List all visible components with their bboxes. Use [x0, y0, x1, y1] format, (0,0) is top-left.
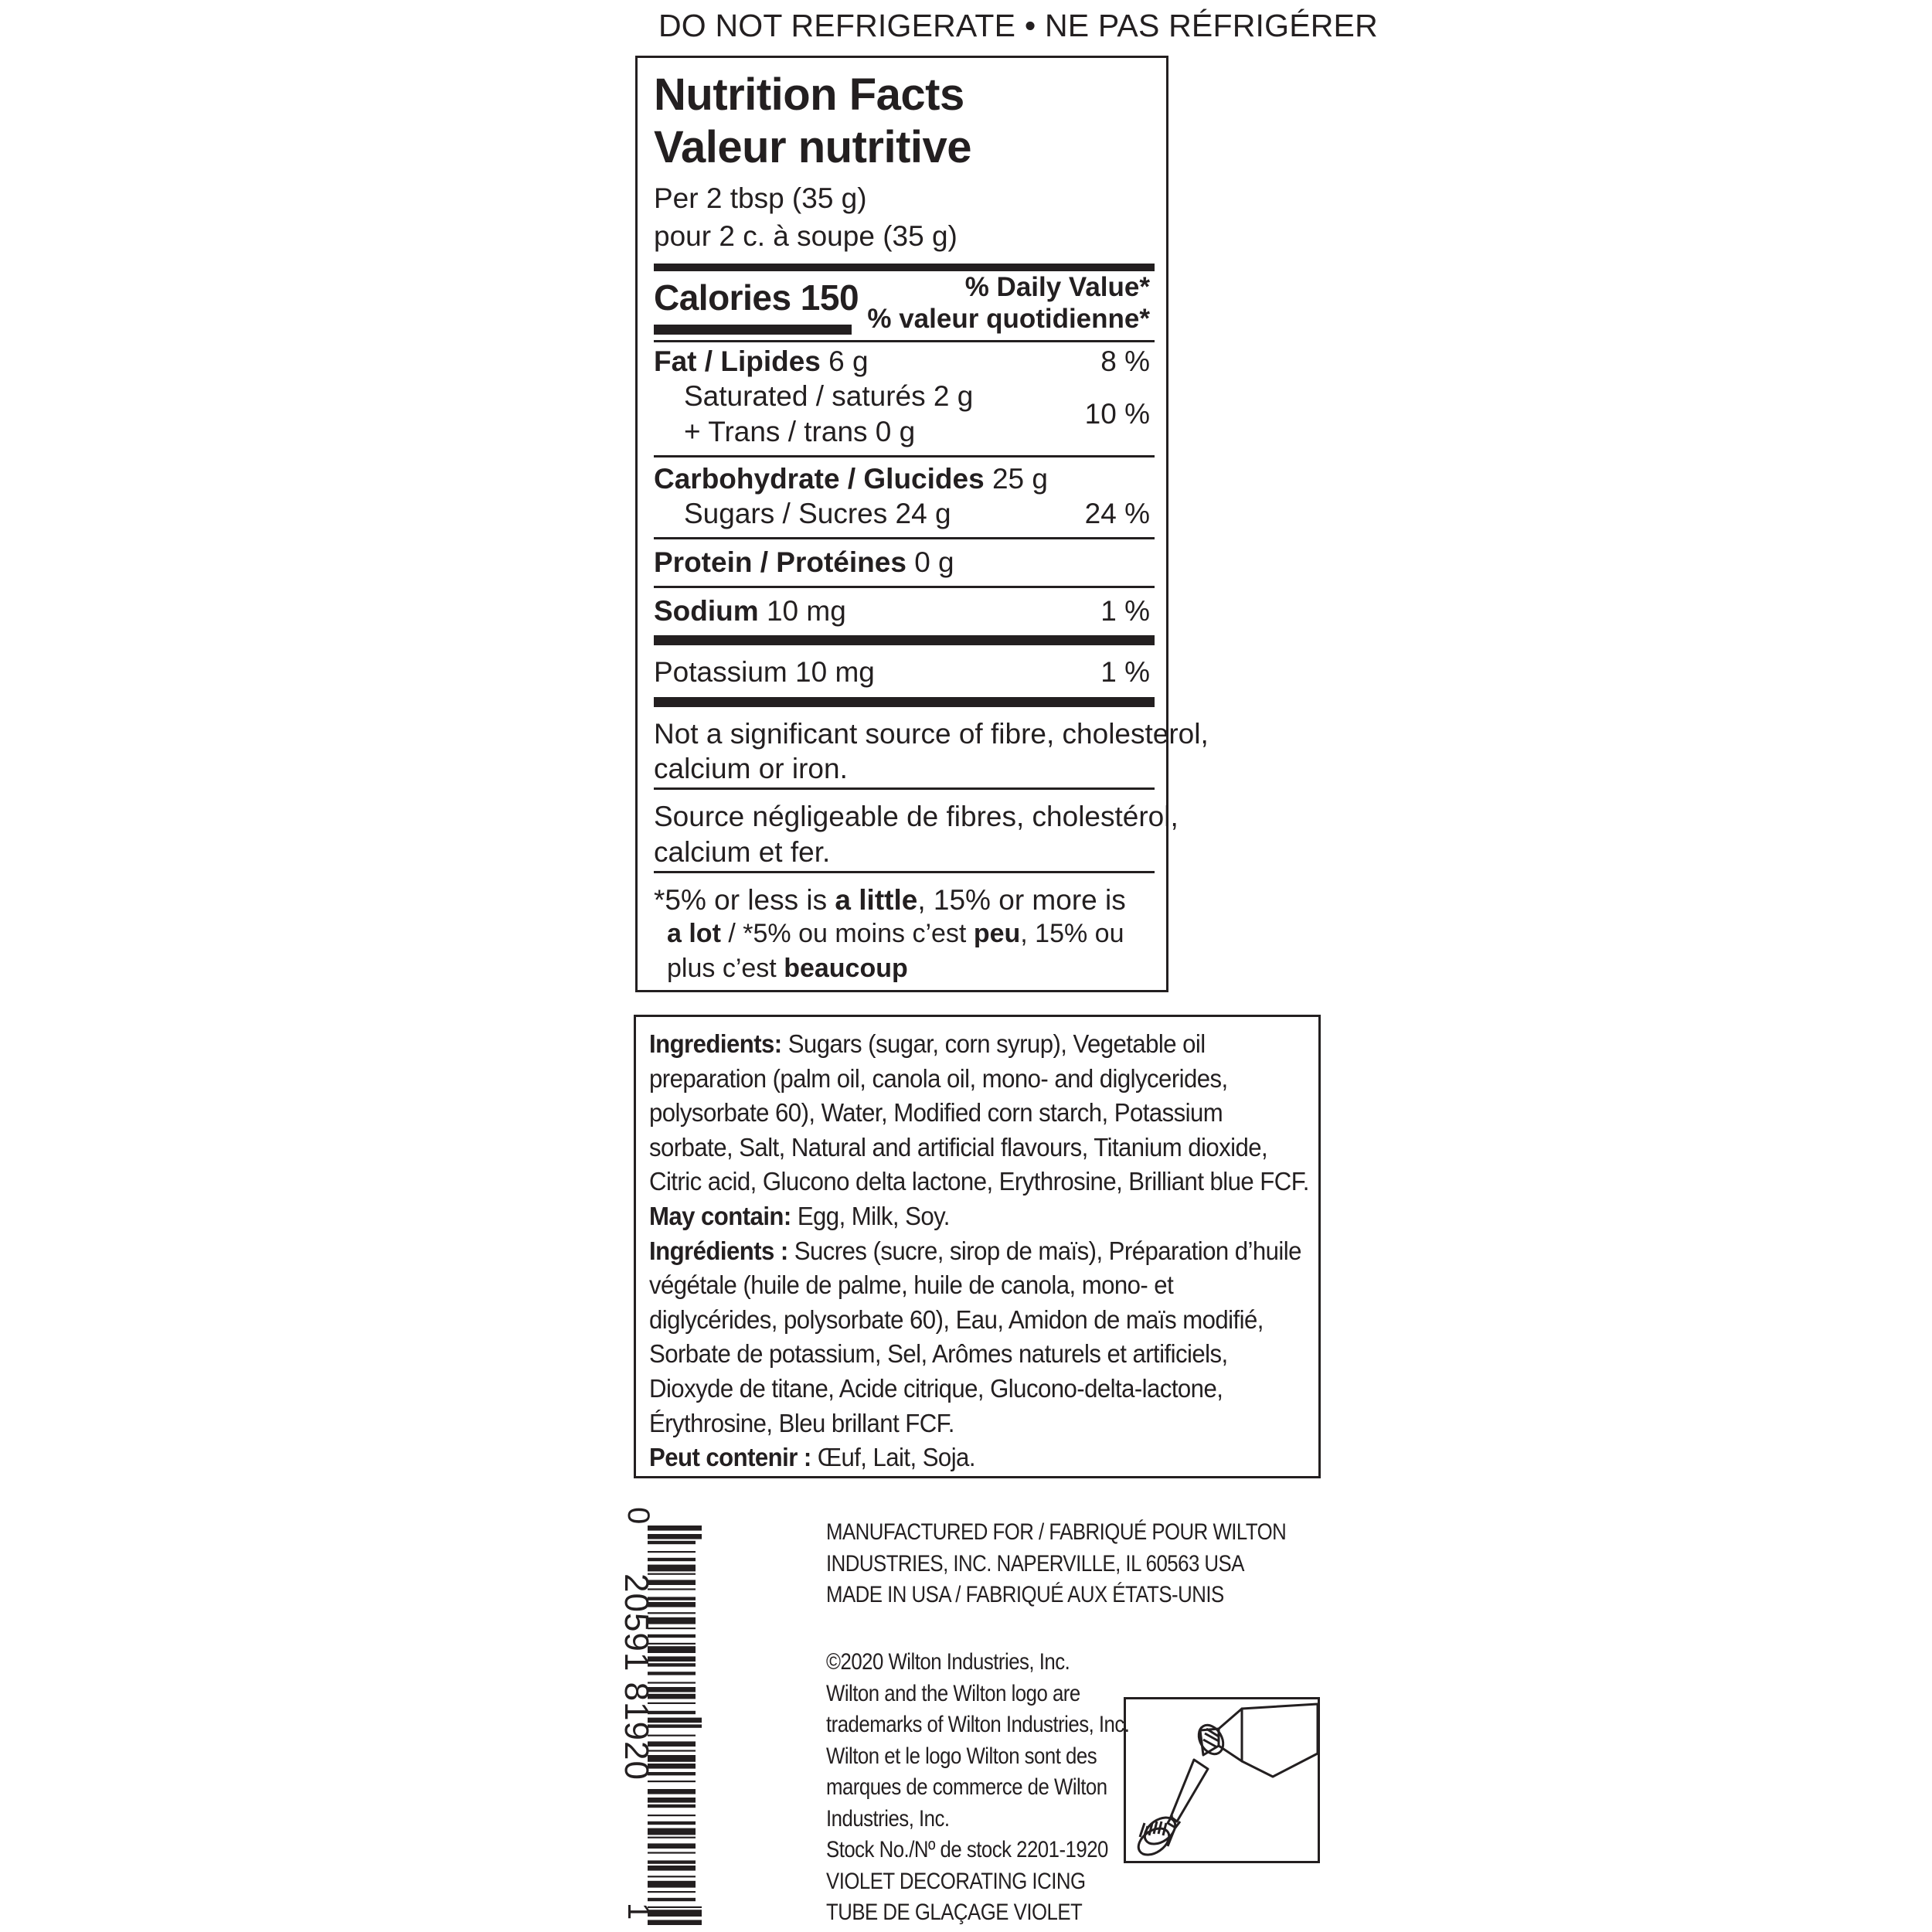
trademark-fr-line-3: Industries, Inc. — [826, 1805, 950, 1832]
sat-trans-dv: 10 % — [1084, 398, 1150, 430]
sodium-amount: 10 mg — [766, 595, 846, 627]
saturated-row: Saturated / saturés 2 g — [684, 380, 974, 412]
not-significant-fr-2: calcium et fer. — [654, 836, 831, 868]
ingredients-panel — [634, 1015, 1321, 1478]
serving-size-en: Per 2 tbsp (35 g) — [654, 182, 867, 214]
daily-value-en: % Daily Value* — [964, 272, 1150, 302]
ingredients-fr-line-1 — [649, 1235, 1301, 1270]
ingredients-fr-line-2: végétale (huile de palme, huile de canola, mono- et — [649, 1271, 1174, 1301]
thin-rule — [654, 455, 1155, 457]
ingredients-fr-line-3: diglycérides, polysorbate 60), Eau, Amidon de maïs modifié, — [649, 1305, 1264, 1335]
protein-amount: 0 g — [914, 546, 954, 578]
not-significant-en-2: calcium or iron. — [654, 753, 848, 784]
manufacturer-line-3: MADE IN USA / FABRIQUÉ AUX ÉTATS-UNIS — [826, 1582, 1224, 1607]
nutrition-title-fr: Valeur nutritive — [654, 122, 972, 172]
barcode-bar — [648, 1724, 702, 1727]
barcode-number: 20591 81920 — [617, 1573, 655, 1781]
fn-text: / *5% ou moins c’est — [720, 919, 974, 948]
fn-bold: a little — [835, 884, 918, 916]
copyright: ©2020 Wilton Industries, Inc. — [826, 1649, 1070, 1675]
nutrition-title-en: Nutrition Facts — [654, 70, 964, 120]
serving-size-fr: pour 2 c. à soupe (35 g) — [654, 220, 957, 252]
daily-value-fr: % valeur quotidienne* — [867, 304, 1150, 334]
peut-contenir-label: Peut contenir : — [649, 1444, 811, 1473]
barcode-bar — [648, 1920, 702, 1925]
carb-label: Carbohydrate / Glucides — [654, 463, 985, 495]
ingredients-en-line-5: Citric acid, Glucono delta lactone, Erythrosine, Brilliant blue FCF. — [649, 1168, 1309, 1197]
barcode-bar — [648, 1906, 702, 1908]
trademark-fr-line-1: Wilton et le logo Wilton sont des — [826, 1743, 1097, 1769]
ingredients-fr-line-5: Dioxyde de titane, Acide citrique, Glucono-delta-lactone, — [649, 1374, 1223, 1403]
may-contain-text: Egg, Milk, Soy. — [791, 1202, 950, 1231]
fn-text: , 15% or more is — [917, 884, 1126, 916]
barcode-bars — [648, 1515, 702, 1932]
ingredients-en-line-3: polysorbate 60), Water, Modified corn starch, Potassium — [649, 1099, 1223, 1128]
barcode-digits — [617, 1507, 655, 1932]
medium-rule — [654, 635, 1155, 645]
protein-label: Protein / Protéines — [654, 546, 906, 578]
carb-amount: 25 g — [992, 463, 1048, 495]
ingredients-en-line-1 — [649, 1028, 1261, 1063]
barcode-first-digit: 0 — [621, 1507, 655, 1525]
manufacturer-block — [826, 1517, 1361, 1611]
not-significant-fr-1: Source négligeable de fibres, cholestérol, — [654, 801, 1179, 832]
thin-rule — [654, 537, 1155, 539]
ingredients-text: Sugars (sugar, corn syrup), Vegetable oil — [781, 1030, 1206, 1059]
nutrition-facts-panel — [635, 56, 1209, 992]
potassium-row: Potassium 10 mg — [654, 656, 875, 688]
fat-row — [654, 347, 869, 376]
footnote-line-2 — [667, 920, 1124, 947]
calories-underline — [654, 325, 852, 335]
ingredients-fr-line-6: Érythrosine, Bleu brillant FCF. — [649, 1409, 954, 1438]
fn-text: plus c’est — [667, 954, 784, 983]
ingredients-fr-label: Ingrédients : — [649, 1236, 788, 1266]
may-contain-label: May contain: — [649, 1202, 791, 1231]
sugars-dv: 24 % — [1084, 498, 1150, 529]
trans-row: + Trans / trans 0 g — [684, 416, 916, 447]
protein-row — [654, 548, 954, 577]
thin-rule — [654, 340, 1155, 342]
stock-number: Stock No./Nº de stock 2201-1920 — [826, 1837, 1108, 1862]
sodium-row — [654, 597, 846, 625]
icing-tube-with-tip-icon — [1126, 1699, 1318, 1861]
product-name-fr: TUBE DE GLAÇAGE VIOLET — [826, 1900, 1083, 1925]
fn-bold: beaucoup — [784, 954, 908, 983]
ingredients-fr-line-4: Sorbate de potassium, Sel, Arômes naturels et artificiels, — [649, 1340, 1228, 1369]
icing-tube-illustration — [1124, 1697, 1320, 1863]
fat-dv: 8 % — [1100, 345, 1150, 377]
refrigeration-notice: DO NOT REFRIGERATE • NE PAS RÉFRIGÉRER — [658, 8, 1378, 43]
fat-label: Fat / Lipides — [654, 345, 821, 377]
thin-rule — [654, 787, 1155, 790]
may-contain — [649, 1200, 1261, 1235]
carbohydrate-row — [654, 464, 1048, 493]
fn-text: , 15% ou — [1020, 919, 1124, 948]
barcode-bar — [648, 1534, 702, 1539]
barcode-last-digit: 1 — [621, 1903, 655, 1920]
sugars-row: Sugars / Sucres 24 g — [684, 498, 951, 529]
barcode-bar — [648, 1718, 702, 1723]
ingredients-en-line-4: sorbate, Salt, Natural and artificial flavours, Titanium dioxide, — [649, 1133, 1268, 1162]
fn-bold: peu — [973, 919, 1021, 948]
potassium-dv: 1 % — [1100, 656, 1150, 688]
barcode-bar — [648, 1910, 702, 1917]
fn-bold: a lot — [667, 919, 721, 948]
ingredients-text: Sucres (sucre, sirop de maïs), Préparation d’huile — [787, 1236, 1301, 1266]
product-name-en: VIOLET DECORATING ICING — [826, 1868, 1086, 1894]
sodium-label: Sodium — [654, 595, 759, 627]
barcode-bar — [648, 1526, 702, 1531]
peut-contenir-text: Œuf, Lait, Soja. — [811, 1444, 975, 1473]
manufacturer-line-2: INDUSTRIES, INC. NAPERVILLE, IL 60563 USA — [826, 1550, 1244, 1577]
trademark-line-2: trademarks of Wilton Industries, Inc. — [826, 1712, 1130, 1737]
manufacturer-line-1: MANUFACTURED FOR / FABRIQUÉ POUR WILTON — [826, 1519, 1287, 1545]
ingredients-en-line-2: preparation (palm oil, canola oil, mono- and diglycerides, — [649, 1064, 1228, 1094]
medium-rule — [654, 697, 1155, 707]
not-significant-en-1: Not a significant source of fibre, cholesterol, — [654, 718, 1209, 750]
footnote-line-1 — [654, 886, 1126, 914]
footnote-line-3 — [667, 955, 908, 981]
fn-text: *5% or less is — [654, 884, 835, 916]
thin-rule — [654, 586, 1155, 588]
trademark-line-1: Wilton and the Wilton logo are — [826, 1680, 1080, 1706]
thin-rule — [654, 871, 1155, 873]
ingredients-en-label: Ingredients: — [649, 1030, 782, 1059]
thick-rule — [654, 264, 1155, 271]
fat-amount: 6 g — [828, 345, 869, 377]
sodium-dv: 1 % — [1100, 595, 1150, 627]
peut-contenir — [649, 1441, 1261, 1476]
trademark-fr-line-2: marques de commerce de Wilton — [826, 1774, 1107, 1800]
calories: Calories 150 — [654, 277, 859, 318]
upc-barcode — [648, 1515, 702, 1932]
